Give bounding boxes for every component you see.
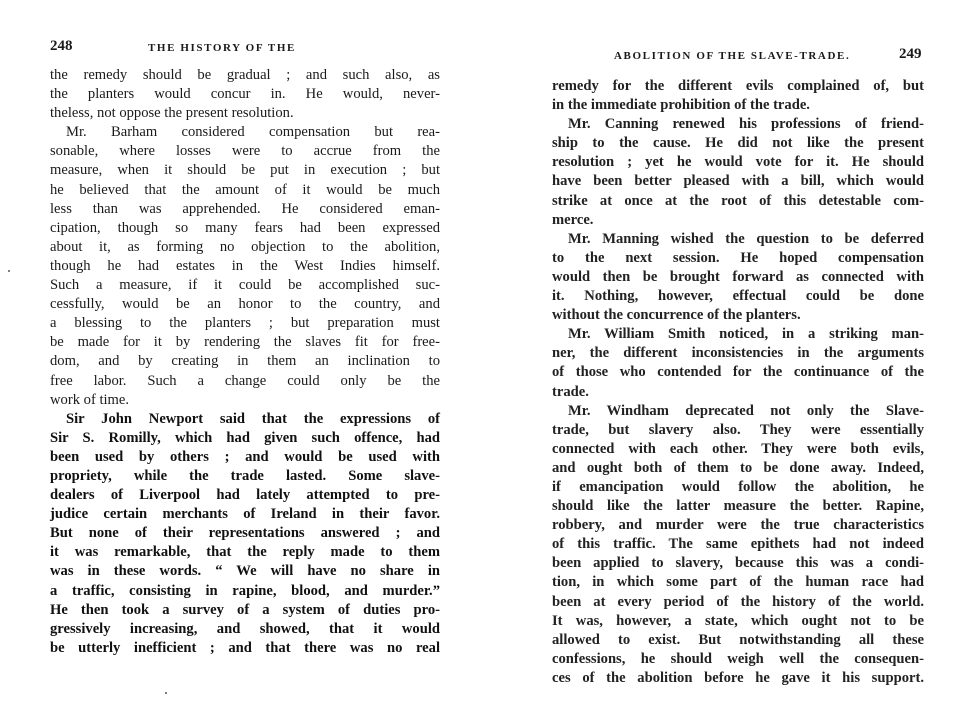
text-line: trade. [552,383,589,400]
body-text [50,66,440,658]
text-line: have been better pleased with a bill, which would [552,173,924,190]
text-line: merce. [552,211,594,228]
text-line: been at every period of the history of the world. [552,593,924,610]
text-line: gressively increasing, and showed, that it would [50,620,440,637]
text-line: and ought both of them to be done away. Indeed, [552,459,924,476]
text-line: though he had estates in the West Indies himself. [50,257,440,274]
text-line: Sir S. Romilly, which had given such offence, had [50,429,440,446]
body-text [552,77,924,688]
text-line: be utterly inefficient ; and that there was no real [50,639,440,656]
text-line: a blessing to the planters ; but preparation must [50,315,440,332]
text-line: cessfully, would be an honor to the country, and [50,296,440,313]
text-line: But none of their representations answered ; and [50,525,440,542]
text-line: in the immediate prohibition of the trade. [552,97,810,114]
text-line: if emancipation would follow the abolition, he [552,478,924,495]
right-page [490,0,980,728]
text-line: would then be brought forward as connected with [552,268,924,285]
text-line: been applied to slavery, because this was a condi- [552,555,924,572]
text-line: ship to the cause. He did not like the present [552,135,924,152]
text-line: remedy for the different evils complained of, but [552,78,924,94]
text-line: the remedy should be gradual ; and such also, as [50,67,440,83]
text-line: about it, as forming no objection to the abolition, [50,238,440,255]
text-line: dealers of Liverpool had lately attempted to pre- [50,487,440,504]
text-line: robbery, and murder were the true characteristics [552,517,924,534]
text-line: was in these words. “ We will have no share in [50,563,440,580]
text-line: free labor. Such a change could only be the [50,372,440,389]
text-line: He then took a survey of a system of duties pro- [50,601,440,618]
text-line: should like the latter measure the better. Rapine, [552,498,924,515]
text-line: strike at once at the root of this detestable com- [552,192,924,209]
text-line: allowed to exist. But notwithstanding all these [552,631,924,648]
text-line: been used by others ; and would be used with [50,448,440,465]
text-line: measure, when it should be put in execution ; but [50,162,440,179]
text-line: Mr. Canning renewed his professions of friend- [568,116,924,133]
text-line: tion, in which some part of the human race had [552,574,924,591]
running-head: ABOLITION OF THE SLAVE-TRADE. [614,50,851,62]
text-line: theless, not oppose the present resolution. [50,105,294,122]
text-line: to the next session. He hoped compensation [552,249,924,266]
text-line: It was, however, a state, which ought not to be [552,612,924,629]
text-line: the planters would concur in. He would, never- [50,86,440,103]
text-line: work of time. [50,391,130,408]
text-line: Mr. Manning wished the question to be deferred [568,230,924,247]
text-line: dom, and by creating in them an inclination to [50,353,440,370]
text-line: it. Nothing, however, effectual could be done [552,288,924,305]
text-line: Mr. Windham deprecated not only the Slave- [568,402,924,419]
text-line: Such a measure, if it could be accomplished suc- [50,277,440,294]
ink-speck [165,692,167,694]
text-line: be made for it by rendering the slaves fit for free- [50,334,440,351]
page-number: 248 [50,38,73,54]
text-line: a traffic, consisting in rapine, blood, and murder.” [50,582,440,599]
text-line: confessions, he should weigh well the consequen- [552,650,924,667]
text-line: it was remarkable, that the reply made to them [50,544,440,561]
text-line: connected with each other. They were both evils, [552,440,924,457]
text-line: he believed that the amount of it would be much [50,181,440,198]
text-line: of this traffic. The same epithets had not indeed [552,536,924,553]
text-line: propriety, while the trade lasted. Some slave- [50,467,440,484]
text-line: sonable, where losses were to accrue from the [50,143,440,160]
text-line: judice certain merchants of Ireland in their favor. [50,506,440,523]
page-number: 249 [899,46,922,62]
text-line: less than was apprehended. He considered eman- [50,200,440,217]
text-line: resolution ; yet he would vote for it. He should [552,154,924,171]
text-line: of those who contended for the continuance of the [552,364,924,381]
text-line: ces of the abolition before he gave it his support. [552,669,924,686]
text-line: without the concurrence of the planters. [552,307,801,324]
text-line: cipation, though so many fears had been expressed [50,219,440,236]
ink-speck [8,270,10,272]
text-line: trade, but slavery also. They were essentially [552,421,924,438]
text-line: ner, the different inconsistencies in the arguments [552,345,924,362]
text-line: Sir John Newport said that the expressions of [66,410,440,427]
text-line: Mr. William Smith noticed, in a striking man- [568,326,924,343]
running-head: THE HISTORY OF THE [148,42,296,54]
text-line: Mr. Barham considered compensation but rea- [66,124,440,141]
